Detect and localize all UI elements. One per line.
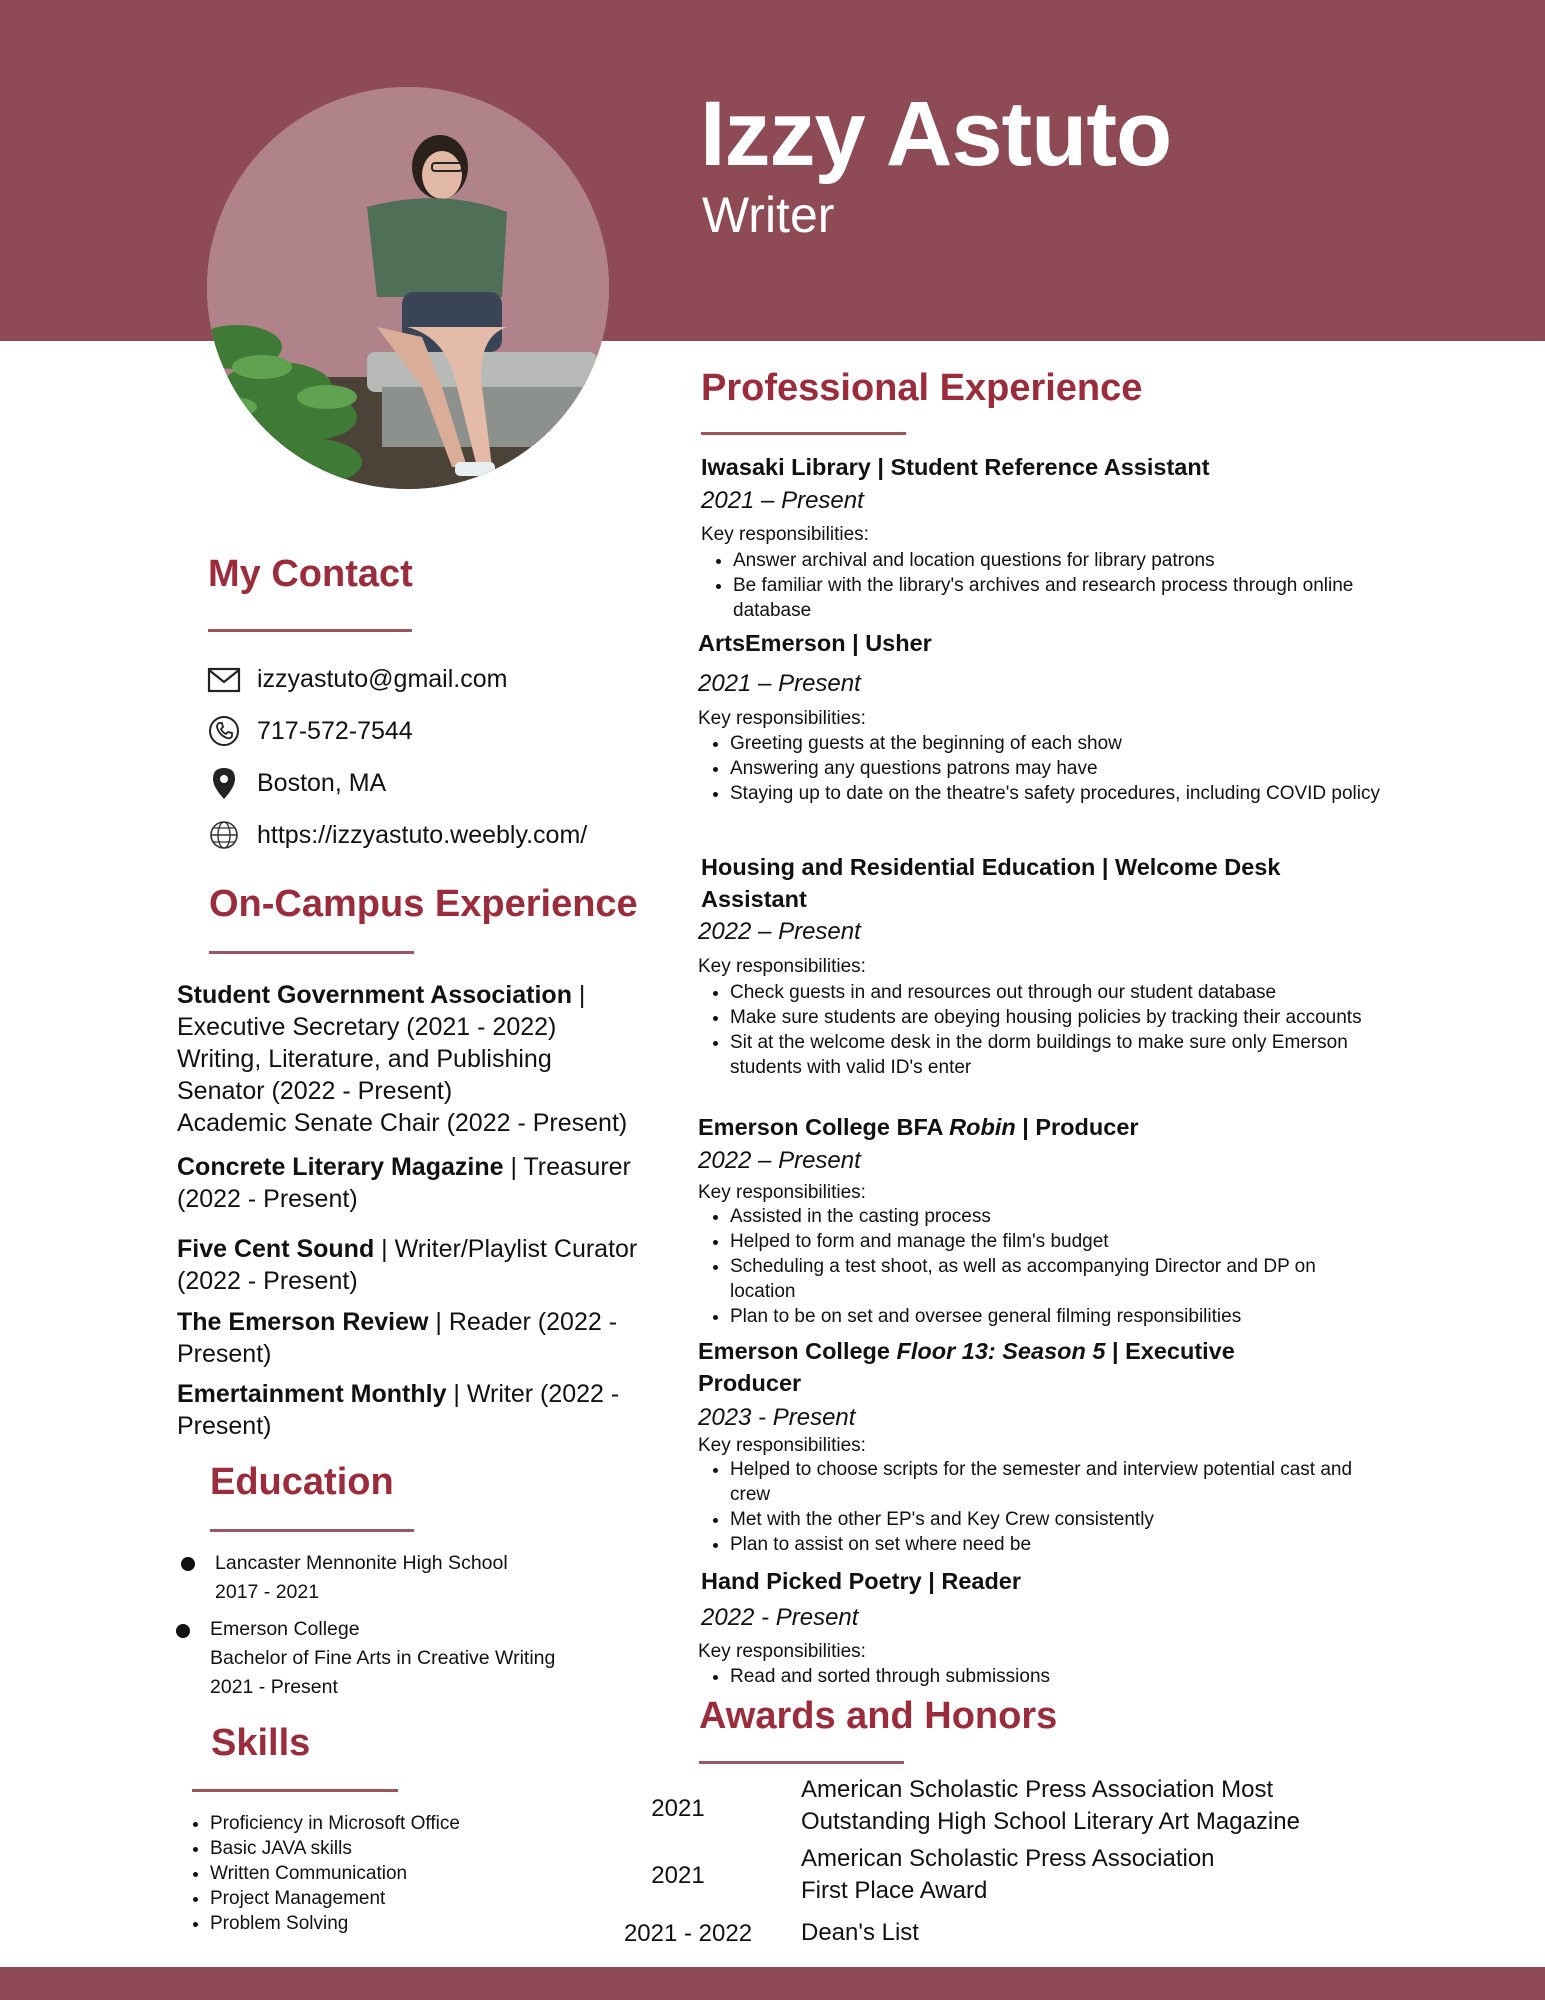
award-item: American Scholastic Press Association First Place Award [801,1845,1215,1904]
bullet-dot [181,1557,195,1571]
award-year: 2021 [651,1862,705,1889]
key-responsibilities-label: Key responsibilities: [698,708,866,729]
responsibility-item: • Scheduling a test shoot, as well as accompanying Director and DP on location [730,1254,1380,1304]
contact-location: Boston, MA [257,769,387,797]
candidate-name: Izzy Astuto [700,83,1172,185]
campus-org: Concrete Literary Magazine [177,1153,504,1181]
campus-item: Five Cent Sound | Writer/Playlist Curator (2022 - Present) [177,1235,638,1295]
job-bullets [698,1664,1330,1689]
education-item: Lancaster Mennonite High School 2017 - 2021 [215,1552,508,1603]
job-dates: 2022 – Present [698,1147,861,1174]
skill-item: • Project Management [210,1886,630,1911]
responsibility-item: • Plan to be on set and oversee general filming responsibilities [730,1304,1380,1329]
responsibility-item: • Met with the other EP's and Key Crew consistently [730,1507,1395,1532]
education-heading: Education [210,1461,394,1503]
campus-org: The Emerson Review [177,1308,429,1336]
responsibility-item: • Make sure students are obeying housing policies by tracking their accounts [730,1005,1395,1030]
experience-heading: Professional Experience [701,367,1143,409]
responsibility-item: • Helped to form and manage the film's budget [730,1229,1380,1254]
job-bullets [701,548,1373,623]
job-title: Iwasaki Library | Student Reference Assistant [701,454,1210,480]
education-rule [210,1529,414,1532]
campus-item: The Emerson Review | Reader (2022 - Present) [177,1308,618,1368]
job-dates: 2022 – Present [698,918,861,945]
job-title: ArtsEmerson | Usher [698,630,932,656]
key-responsibilities-label: Key responsibilities: [698,1182,866,1203]
responsibility-item: • Answering any questions patrons may have [730,756,1380,781]
job-bullets [698,1204,1380,1329]
campus-heading: On-Campus Experience [209,883,638,925]
key-responsibilities-label: Key responsibilities: [698,1641,866,1662]
key-responsibilities-label: Key responsibilities: [698,956,866,977]
skill-item: • Written Communication [210,1861,630,1886]
bullet-dot [176,1624,190,1638]
award-year: 2021 [651,1795,705,1822]
responsibility-item: • Check guests in and resources out through our student database [730,980,1395,1005]
award-item: Dean's List [801,1919,919,1946]
experience-rule [701,432,906,435]
responsibility-item: • Assisted in the casting process [730,1204,1380,1229]
contact-heading: My Contact [208,553,413,595]
skill-item: • Proficiency in Microsoft Office [210,1811,630,1836]
job-dates: 2023 - Present [698,1404,856,1431]
job-title: Hand Picked Poetry | Reader [701,1568,1022,1594]
responsibility-item: • Be familiar with the library's archives and research process through online database [733,573,1373,623]
campus-item: Student Government Association | Executive Secretary (2021 - 2022) Writing, Literature, and Publishing Senator (2022 - Present) Academic Senate Chair (2022 - Present) [177,981,628,1137]
campus-item: Emertainment Monthly | Writer (2022 - Present) [177,1380,620,1440]
job-title: Emerson College BFA Robin | Producer [698,1114,1139,1140]
responsibility-item: • Greeting guests at the beginning of each show [730,731,1380,756]
responsibility-item: • Staying up to date on the theatre's safety procedures, including COVID policy [730,781,1380,806]
campus-org: Emertainment Monthly [177,1380,447,1408]
campus-item: Concrete Literary Magazine | Treasurer (2022 - Present) [177,1153,631,1213]
job-dates: 2021 – Present [701,487,864,514]
key-responsibilities-label: Key responsibilities: [698,1435,866,1456]
footer-band [0,1967,1545,2000]
location-pin-icon [207,766,241,800]
profile-photo [207,87,609,489]
responsibility-item: • Helped to choose scripts for the semester and interview potential cast and crew [730,1457,1395,1507]
awards-rule [699,1761,904,1764]
contact-rule [208,629,412,632]
campus-rule [209,951,414,954]
contact-website[interactable]: https://izzyastuto.weebly.com/ [257,821,588,849]
contact-email[interactable]: izzyastuto@gmail.com [257,665,508,693]
key-responsibilities-label: Key responsibilities: [701,524,869,545]
job-dates: 2021 – Present [698,670,861,697]
skill-item: • Basic JAVA skills [210,1836,630,1861]
award-year: 2021 - 2022 [623,1920,753,1947]
campus-org: Five Cent Sound [177,1235,375,1263]
skills-rule [192,1789,398,1792]
responsibility-item: • Read and sorted through submissions [730,1664,1330,1689]
skills-heading: Skills [211,1722,311,1764]
skill-item: • Problem Solving [210,1911,630,1936]
job-bullets [698,731,1380,806]
campus-org: Student Government Association [177,981,572,1009]
contact-phone[interactable]: 717-572-7544 [257,717,413,745]
job-title: Emerson College Floor 13: Season 5 | Executive Producer [698,1338,1235,1396]
phone-icon [207,714,241,748]
responsibility-item: • Plan to assist on set where need be [730,1532,1395,1557]
mail-icon [207,663,241,697]
candidate-role: Writer [702,187,835,243]
skills-list [178,1811,630,1936]
job-dates: 2022 - Present [701,1604,859,1631]
responsibility-item: • Answer archival and location questions for library patrons [733,548,1373,573]
job-bullets [698,980,1395,1080]
education-item: Emerson College Bachelor of Fine Arts in Creative Writing 2021 - Present [210,1618,556,1698]
job-title: Housing and Residential Education | Welcome Desk Assistant [701,854,1281,912]
awards-heading: Awards and Honors [699,1695,1058,1737]
globe-icon [207,818,241,852]
job-bullets [698,1457,1395,1557]
award-item: American Scholastic Press Association Most Outstanding High School Literary Art Magazine [801,1776,1300,1835]
responsibility-item: • Sit at the welcome desk in the dorm buildings to make sure only Emerson students with valid ID's enter [730,1030,1395,1080]
